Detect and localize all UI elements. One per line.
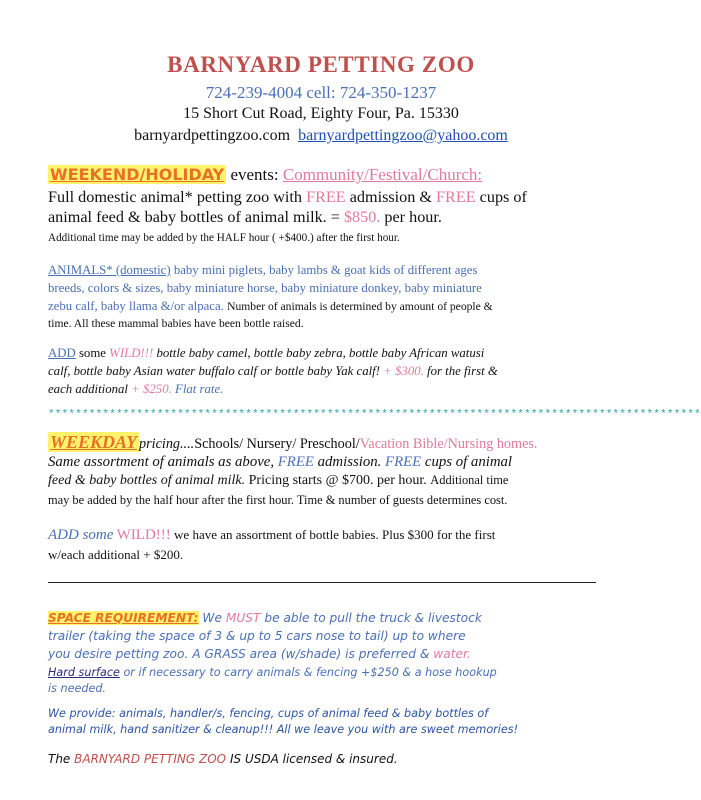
wild-text: for the first & [427,364,498,378]
weekend-label: WEEKEND/HOLIDAY [50,165,225,184]
weekend-heading [48,165,608,185]
web-contacts [0,127,642,145]
website: barnyardpettingzoo.com [134,127,291,144]
space-label: SPACE REQUIREMENT: [48,611,199,625]
wild-text: calf, bottle baby Asian water buffalo calf or bottle baby Yak calf! [48,364,380,378]
footer-name: BARNYARD PETTING ZOO [74,752,227,766]
weekday-text: feed & baby bottles of animal milk. [48,473,246,488]
free-label: FREE [385,454,422,470]
weekend-line-3: Additional time may be added by the HALF hour ( +$400.) after the first hour. [48,232,400,244]
weekend-text: admission & [349,188,432,206]
space-hard-surface: Hard surface [48,666,120,679]
weekend-line-1 [48,188,608,207]
space-text: be able to pull the truck & livestock [264,611,482,625]
wild-label: WILD!!! [109,346,154,360]
space-line-5: is needed. [48,682,106,695]
wild-line-1 [48,346,608,361]
weekend-line-2 [48,208,608,227]
weekend-events: events: [230,165,279,184]
weekend-types: Community/Festival/Church: [282,165,483,184]
space-text: or if necessary to carry animals & fencing +$250 & a hose hookup [123,666,497,679]
animals-text: zebu calf, baby llama &/or alpaca. [48,299,224,313]
animals-line-4: time. All these mammal babies have been bottle raised. [48,317,304,330]
phone-main: 724-239-4004 [205,83,303,102]
weekday-places: Schools/ Nursery/ Preschool/ [194,436,360,452]
space-line-2: trailer (taking the space of 3 & up to 5 cars nose to tail) up to where [48,629,466,643]
provide-line-2: animal milk, hand sanitizer & cleanup!!! All we leave you with are sweet memories! [48,723,519,736]
weekday-heading [48,432,608,453]
wild-line-2 [48,364,608,379]
wild-text: bottle baby camel, bottle baby zebra, bottle baby African watusi [156,346,485,360]
wild2-label: WILD!!! [116,527,171,543]
weekday-text: cups of animal [424,454,513,470]
weekday-line-3: may be added by the half hour after the first hour. Time & number of guests determines cost. [48,493,508,507]
page-title: BARNYARD PETTING ZOO [167,52,475,77]
animals-line-1 [48,263,608,278]
divider-line [48,582,596,583]
star-divider: ************************************************************************************************ [48,409,701,421]
space-line-3 [48,647,608,661]
phone-cell-label: cell: [306,83,336,102]
space-text: you desire petting zoo. A GRASS area (w/shade) is preferred & [48,647,430,661]
space-line-1 [48,611,608,625]
weekday-line-1 [48,454,608,471]
free-label: FREE [277,454,314,470]
wild2-add: ADD some [48,527,114,543]
weekday-places-pink: Vacation Bible/Nursing homes. [359,436,538,452]
footer-text: IS USDA licensed & insured. [229,752,398,766]
weekend-text: per hour. [384,208,442,226]
phone-numbers [0,83,642,103]
weekend-text: Full domestic animal* petting zoo with [48,188,303,206]
free-label: FREE [436,188,476,206]
animals-text: baby mini piglets, baby lambs & goat kids of different ages [173,263,478,277]
weekend-text: cups of [479,188,527,206]
free-label: FREE [306,188,346,206]
weekend-price: $850. [343,208,381,226]
animals-line-2: breeds, colors & sizes, baby miniature horse, baby miniature donkey, baby miniature [48,281,482,295]
wild2-line-1 [48,527,608,544]
space-line-4 [48,666,608,679]
address: 15 Short Cut Road, Eighty Four, Pa. 15330 [183,105,459,122]
email-link[interactable]: barnyardpettingzoo@yahoo.com [298,127,508,144]
wild-text: each additional [48,382,128,396]
weekday-text: Pricing starts @ $700. per hour. [248,473,427,488]
wild-line-3 [48,382,608,397]
wild-text: some [78,346,106,360]
weekday-pricing: pricing.... [139,436,195,452]
phone-cell: 724-350-1237 [339,83,437,102]
weekday-text: Same assortment of animals as above, [48,454,275,470]
weekend-text: animal feed & baby bottles of animal milk. = [48,208,340,226]
weekday-line-2 [48,473,608,489]
wild-price: + $250. [131,382,172,396]
animals-text: Number of animals is determined by amount of people & [227,300,493,313]
space-text: We [202,611,222,625]
weekday-text: Additional time [430,473,509,487]
wild-text: Flat rate. [175,382,224,396]
provide-line-1: We provide: animals, handler/s, fencing, cups of animal feed & baby bottles of [48,707,489,720]
wild-add: ADD [48,346,76,360]
animals-label: ANIMALS* (domestic) [48,263,171,277]
footer-text: The [48,752,71,766]
wild2-line-2: w/each additional + $200. [48,547,184,562]
space-water: water. [433,647,471,661]
wild2-text: we have an assortment of bottle babies. Plus $300 for the first [174,527,496,542]
wild-price: + $300. [383,364,424,378]
weekday-text: admission. [317,454,382,470]
footer-statement [48,752,596,766]
animals-line-3 [48,299,608,314]
space-must: MUST [225,611,261,625]
weekday-label: WEEKDAY [50,432,138,452]
